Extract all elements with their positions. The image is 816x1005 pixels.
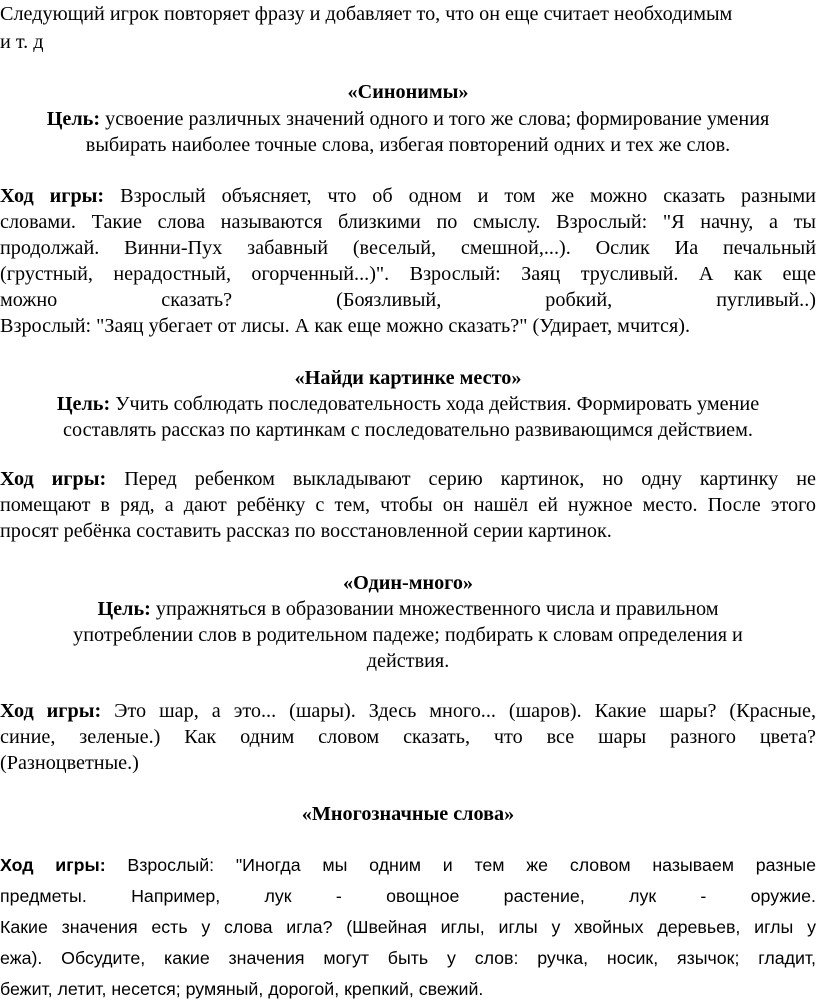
course-line bbox=[0, 699, 816, 723]
course-line bbox=[0, 852, 816, 878]
course-line: помещают в ряд, а дают ребёнку с тем, чтобы он нашёл ей нужное место. После этого bbox=[0, 494, 816, 516]
goal-line bbox=[0, 597, 816, 621]
goal-line: употреблении слов в родительном падеже; подбирать к словам определения и bbox=[73, 624, 743, 646]
goal-text: Учить соблюдать последовательность хода действия. Формировать умение bbox=[110, 393, 760, 415]
intro-line: и т. д bbox=[0, 31, 44, 53]
course-line bbox=[0, 467, 816, 491]
course-text: Перед ребенком выкладывают серию картинок, но одну картинку не bbox=[106, 468, 816, 490]
course-line: синие, зеленые.) Как одним словом сказать, что все шары разного цвета? bbox=[0, 726, 816, 748]
course-line: ежа). Обсудите, какие значения могут быть у слов: ручка, носик, язычок; гладит, bbox=[0, 948, 816, 968]
course-text: Взрослый объясняет, что об одном и том же можно сказать разными bbox=[104, 185, 816, 207]
course-line: просят ребёнка составить рассказ по восстановленной серии картинок. bbox=[0, 520, 612, 542]
course-line: продолжай. Винни-Пух забавный (веселый, смешной,...). Ослик Иа печальный bbox=[0, 237, 816, 259]
course-line: Какие значения есть у слова игла? (Швейная иглы, иглы у хвойных деревьев, иглы у bbox=[0, 917, 816, 937]
goal-line bbox=[0, 107, 816, 131]
section-title-one-many: «Один-много» bbox=[342, 572, 474, 594]
course-line bbox=[0, 184, 816, 208]
section-title-polysemous-words: «Многозначные слова» bbox=[301, 803, 515, 825]
goal-line bbox=[0, 392, 816, 416]
course-label: Ход игры: bbox=[0, 468, 107, 490]
course-label: Ход игры: bbox=[0, 185, 105, 207]
course-line: Взрослый: "Заяц убегает от лисы. А как еще можно сказать?" (Удирает, мчится). bbox=[0, 315, 690, 337]
course-text: Взрослый: "Иногда мы одним и тем же словом называем разные bbox=[105, 855, 816, 875]
goal-line: выбирать наиболее точные слова, избегая повторений одних и тех же слов. bbox=[85, 134, 731, 156]
goal-line: действия. bbox=[366, 650, 450, 672]
course-label: Ход игры: bbox=[0, 700, 102, 722]
course-line: (грустный, нерадостный, огорченный...)". Взрослый: Заяц трусливый. А как еще bbox=[0, 263, 816, 285]
course-line: предметы. Например, лук - овощное растение, лук - оружие. bbox=[0, 886, 816, 906]
goal-label: Цель: bbox=[97, 598, 151, 620]
section-title-find-place: «Найди картинке место» bbox=[294, 367, 522, 389]
goal-label: Цель: bbox=[46, 108, 101, 130]
goal-label: Цель: bbox=[56, 393, 111, 415]
course-line: словами. Такие слова называются близкими по смыслу. Взрослый: "Я начну, а ты bbox=[0, 211, 816, 233]
goal-text: упражняться в образовании множественного числа и правильном bbox=[150, 598, 719, 620]
intro-line: Следующий игрок повторяет фразу и добавляет то, что он еще считает необходимым bbox=[0, 3, 733, 25]
section-title-synonyms: «Синонимы» bbox=[347, 81, 469, 103]
goal-text: усвоение различных значений одного и того же слова; формирование умения bbox=[100, 108, 770, 130]
course-text: Это шар, а это... (шары). Здесь много... (шаров). Какие шары? (Красные, bbox=[101, 700, 816, 722]
course-line: бежит, летит, несется; румяный, дорогой, крепкий, свежий. bbox=[0, 979, 484, 999]
course-label: Ход игры: bbox=[0, 855, 106, 875]
course-line: можно сказать? (Боязливый, робкий, пугливый..) bbox=[0, 289, 816, 311]
course-line: (Разноцветные.) bbox=[0, 752, 139, 774]
goal-line: составлять рассказ по картинкам с последовательно развивающимся действием. bbox=[63, 419, 753, 441]
